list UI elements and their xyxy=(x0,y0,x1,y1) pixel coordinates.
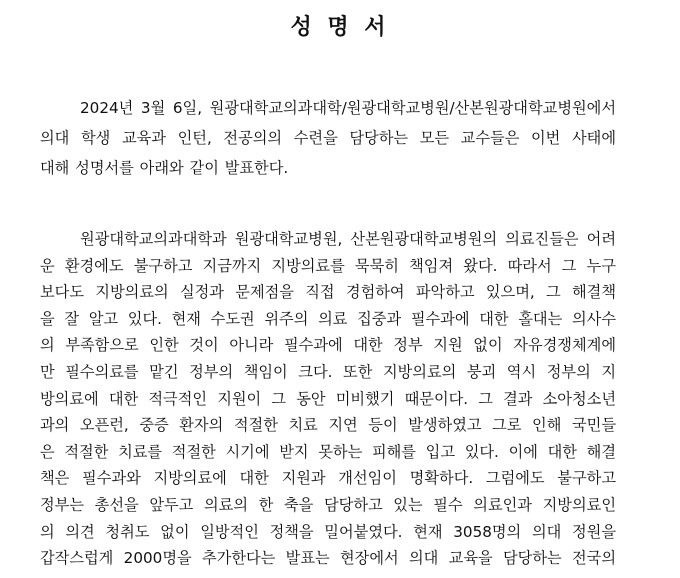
body-line: 방의료에 대한 적극적인 지원이 그 동안 미비했기 때문이다. 그 결과 소아청소년 xyxy=(40,389,616,408)
body-line: 만 필수의료를 맡긴 정부의 책임이 크다. 또한 지방의료의 붕괴 역시 정부의 지 xyxy=(40,363,616,381)
body-line: 보다도 지방의료의 실정과 문제점을 직접 경험하여 파악하고 있으며, 그 해결책 xyxy=(40,283,616,302)
body-line: 정부는 총선을 앞두고 의료의 한 축을 담당하고 있는 필수 의료인과 지방의료인 xyxy=(40,496,616,514)
body-line: 과의 오픈런, 중증 환자의 적절한 치료 지연 등이 발생하였고 그로 인해 국민들 xyxy=(40,416,616,435)
body-line: 은 적절한 치료를 적절한 시기에 받지 못하는 피해를 입고 있다. 이에 대한 해결 xyxy=(40,442,616,461)
intro-line: 의대 학생 교육과 인턴, 전공의의 수련을 담당하는 모든 교수들은 이번 사태에 xyxy=(40,129,616,147)
body-line: 운 환경에도 불구하고 지금까지 지방의료를 묵묵히 책임져 왔다. 따라서 그 누구 xyxy=(40,256,616,275)
document-title: 성 명 서 xyxy=(290,15,390,40)
body-line: 갑작스럽게 2000명을 추가한다는 발표는 현장에서 의대 교육을 담당하는 전국의 xyxy=(40,549,616,568)
body-line: 책은 필수과와 지방의료에 대한 지원과 개선임이 명확하다. 그럼에도 불구하고 xyxy=(40,469,616,488)
body-line: 원광대학교의과대학과 원광대학교병원, 산본원광대학교병원의 의료진들은 어려 xyxy=(80,230,616,248)
body-line: 의 부족함으로 인한 것이 아니라 필수과에 대한 정부 지원 없이 자유경쟁체계에 xyxy=(40,336,616,355)
body-line: 을 잘 알고 있다. 현재 수도권 위주의 의료 집중과 필수과에 대한 홀대는 의사수 xyxy=(40,309,616,328)
intro-line: 대해 성명서를 아래와 같이 발표한다. xyxy=(40,159,289,177)
body-line: 의 의견 청취도 없이 일방적인 정책을 밀어붙였다. 현재 3058명의 의대 정원을 xyxy=(40,522,616,541)
intro-line: 2024년 3월 6일, 원광대학교의과대학/원광대학교병원/산본원광대학교병원에서 xyxy=(80,99,616,117)
